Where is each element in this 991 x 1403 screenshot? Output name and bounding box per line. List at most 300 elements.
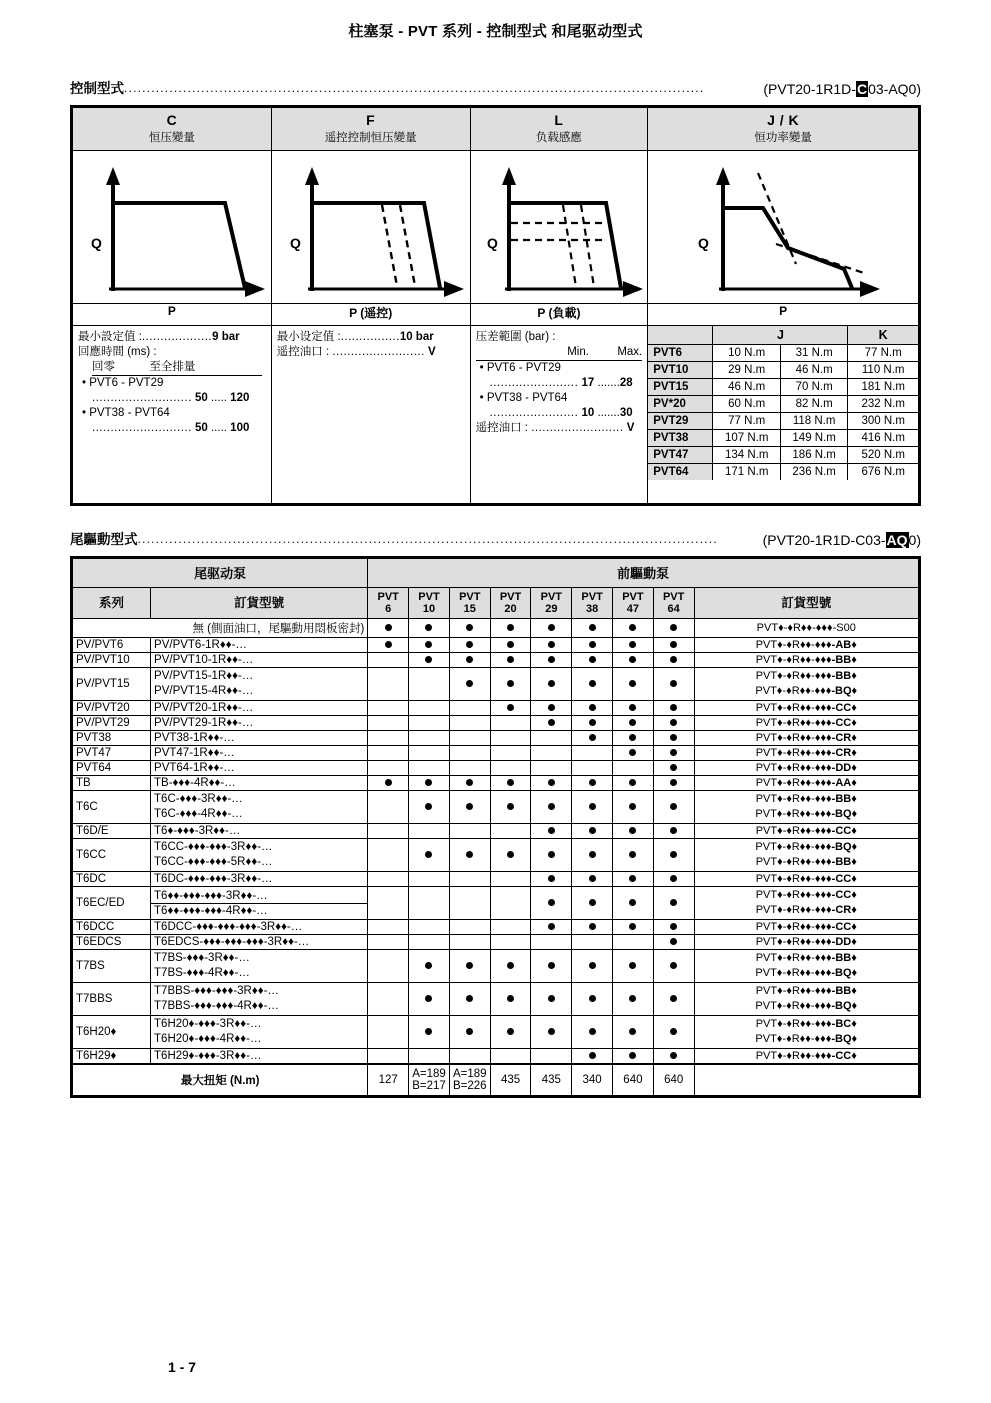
availability-cell bbox=[368, 950, 409, 983]
availability-cell bbox=[613, 731, 654, 746]
section-heading-thrudrive bbox=[70, 528, 921, 548]
jk-torque-table bbox=[648, 326, 918, 480]
row-order-code bbox=[694, 983, 918, 1016]
availability-cell bbox=[572, 638, 613, 653]
availability-cell bbox=[449, 935, 490, 950]
max-torque-order bbox=[694, 1064, 918, 1096]
control-name-jk: 恒功率變量 bbox=[754, 132, 812, 144]
row-model bbox=[151, 824, 368, 839]
table-row bbox=[73, 839, 919, 872]
bullet-dot-icon bbox=[670, 827, 677, 834]
model-code: PV/PVT20-1R♦♦-… bbox=[154, 702, 254, 714]
pvt-size: 10 bbox=[422, 603, 436, 615]
model-code: T6H29♦-♦♦♦-3R♦♦-… bbox=[154, 1050, 262, 1062]
bullet-dot-icon bbox=[629, 719, 636, 726]
max-torque-pvt47 bbox=[613, 1064, 654, 1096]
jk-row bbox=[648, 396, 918, 413]
max-torque-pvt38 bbox=[572, 1064, 613, 1096]
bullet-dot-icon bbox=[548, 923, 555, 930]
availability-cell bbox=[613, 1049, 654, 1065]
jk-k: 110 N.m bbox=[848, 362, 918, 379]
spec-c-b1-values bbox=[78, 391, 266, 406]
graph-cell-l bbox=[470, 151, 648, 304]
availability-cell bbox=[368, 791, 409, 824]
code-suffix: 03-AQ0) bbox=[868, 81, 921, 97]
row-order-code bbox=[694, 824, 918, 839]
jk-j1: 77 N.m bbox=[713, 413, 780, 430]
jk-series: PVT29 bbox=[648, 413, 713, 430]
bullet-dot-icon bbox=[670, 641, 677, 648]
spec-c-h1: 回零 bbox=[92, 361, 115, 373]
bullet-dot-icon bbox=[385, 624, 392, 631]
bullet-dot-icon bbox=[466, 641, 473, 648]
row-order-code bbox=[694, 761, 918, 776]
model-code: T7BBS-♦♦♦-♦♦♦-3R♦♦-… bbox=[154, 985, 279, 997]
jk-header-k: K bbox=[848, 326, 918, 345]
row-series: T6CC bbox=[73, 839, 151, 872]
bullet-dot-icon bbox=[548, 995, 555, 1002]
availability-cell bbox=[490, 1016, 531, 1049]
availability-cell bbox=[572, 935, 613, 950]
jk-j1: 107 N.m bbox=[713, 430, 780, 447]
availability-cell bbox=[368, 983, 409, 1016]
bullet-dot-icon bbox=[670, 962, 677, 969]
bullet-dot-icon bbox=[589, 875, 596, 882]
availability-cell bbox=[613, 619, 654, 638]
col-header-pvt10 bbox=[409, 588, 450, 619]
availability-cell bbox=[531, 638, 572, 653]
availability-cell bbox=[368, 731, 409, 746]
availability-cell bbox=[490, 824, 531, 839]
bullet-dot-icon bbox=[466, 656, 473, 663]
bullet-dot-icon bbox=[466, 803, 473, 810]
bullet-dot-icon bbox=[629, 923, 636, 930]
spec-l-minmax-headers bbox=[476, 345, 643, 361]
row-series: PVT38 bbox=[73, 731, 151, 746]
availability-cell bbox=[531, 1049, 572, 1065]
pvt-size: 15 bbox=[463, 603, 476, 615]
bullet-dot-icon bbox=[670, 938, 677, 945]
order-code: PVT♦-♦R♦♦-♦♦♦-CC♦ bbox=[755, 1050, 857, 1062]
bullet-dot-icon bbox=[466, 1028, 473, 1035]
bullet-dot-icon bbox=[589, 624, 596, 631]
spec-c-min-value: 9 bar bbox=[212, 331, 240, 343]
availability-cell bbox=[490, 950, 531, 983]
availability-cell bbox=[613, 761, 654, 776]
jk-k: 676 N.m bbox=[848, 464, 918, 481]
availability-cell bbox=[368, 716, 409, 731]
spec-l-col-min: Min. bbox=[567, 346, 589, 358]
availability-cell bbox=[653, 950, 694, 983]
availability-cell bbox=[653, 746, 694, 761]
axis-label-q: Q bbox=[289, 235, 301, 251]
model-code: PV/PVT15-1R♦♦-… bbox=[154, 670, 254, 682]
jk-j1: 46 N.m bbox=[713, 379, 780, 396]
spec-l-b1-dots: ........................ bbox=[489, 377, 579, 389]
availability-cell bbox=[449, 761, 490, 776]
jk-header-j: J bbox=[713, 326, 848, 345]
group-header-rear: 尾驱动泵 bbox=[73, 559, 368, 588]
col-header-pvt6 bbox=[368, 588, 409, 619]
model-code: T6H20♦-♦♦♦-4R♦♦-… bbox=[154, 1033, 262, 1045]
availability-cell bbox=[531, 619, 572, 638]
row-order-code bbox=[694, 638, 918, 653]
availability-cell bbox=[613, 1016, 654, 1049]
graph-cell-jk bbox=[648, 151, 919, 304]
availability-cell bbox=[653, 653, 694, 668]
row-order-code bbox=[694, 776, 918, 791]
jk-j1: 10 N.m bbox=[713, 345, 780, 362]
bullet-dot-icon bbox=[589, 734, 596, 741]
availability-cell bbox=[653, 761, 694, 776]
control-col-header-jk bbox=[648, 108, 919, 151]
table-row bbox=[73, 824, 919, 839]
row-model bbox=[151, 776, 368, 791]
col-header-series: 系列 bbox=[73, 588, 151, 619]
availability-cell bbox=[449, 716, 490, 731]
availability-cell bbox=[531, 731, 572, 746]
row-series: PV/PVT15 bbox=[73, 668, 151, 701]
spec-c bbox=[73, 326, 272, 504]
availability-cell bbox=[490, 701, 531, 716]
bullet-dot-icon bbox=[466, 680, 473, 687]
availability-cell bbox=[368, 653, 409, 668]
availability-cell bbox=[653, 638, 694, 653]
bullet-dot-icon bbox=[548, 1028, 555, 1035]
availability-cell bbox=[531, 950, 572, 983]
jk-row bbox=[648, 447, 918, 464]
availability-cell bbox=[368, 824, 409, 839]
availability-cell bbox=[572, 887, 613, 920]
model-code: T6C-♦♦♦-3R♦♦-… bbox=[154, 793, 243, 805]
availability-cell bbox=[531, 1016, 572, 1049]
order-code: PVT♦-♦R♦♦-♦♦♦-BB♦ bbox=[755, 670, 857, 682]
spec-c-b1-v1: 50 bbox=[194, 392, 208, 404]
availability-cell bbox=[653, 935, 694, 950]
jk-j2: 70 N.m bbox=[780, 379, 847, 396]
row-model bbox=[151, 887, 368, 920]
bullet-dot-icon bbox=[466, 962, 473, 969]
graph-l bbox=[471, 151, 661, 303]
jk-row bbox=[648, 413, 918, 430]
row-model bbox=[151, 1016, 368, 1049]
order-code: PVT♦-♦R♦♦-♦♦♦-DD♦ bbox=[755, 762, 857, 774]
spec-c-min-label: 最小設定值 : bbox=[78, 331, 142, 343]
availability-cell bbox=[409, 872, 450, 887]
availability-cell bbox=[653, 839, 694, 872]
spec-l-b2-sep: ....... bbox=[597, 407, 620, 419]
pvt-prefix: PVT bbox=[377, 591, 399, 603]
row-model bbox=[151, 920, 368, 935]
availability-cell bbox=[409, 731, 450, 746]
spec-f-remote-value: V bbox=[427, 346, 436, 358]
availability-cell bbox=[490, 776, 531, 791]
jk-row bbox=[648, 362, 918, 379]
jk-header-row bbox=[648, 326, 918, 345]
order-code: PVT♦-♦R♦♦-♦♦♦-CC♦ bbox=[755, 702, 857, 714]
bullet-dot-icon bbox=[548, 899, 555, 906]
availability-cell bbox=[572, 776, 613, 791]
pvt-prefix: PVT bbox=[459, 591, 481, 603]
spec-l bbox=[470, 326, 648, 504]
bullet-dot-icon bbox=[629, 779, 636, 786]
model-code: T6♦-♦♦♦-3R♦♦-… bbox=[154, 825, 241, 837]
availability-cell bbox=[449, 950, 490, 983]
torque-b: B=226 bbox=[452, 1080, 487, 1092]
spec-l-remote-value: V bbox=[626, 422, 635, 434]
availability-cell bbox=[490, 653, 531, 668]
spec-l-b2-dots: ........................ bbox=[489, 407, 579, 419]
availability-cell bbox=[409, 950, 450, 983]
bullet-dot-icon bbox=[425, 779, 432, 786]
row-model bbox=[151, 872, 368, 887]
bullet-dot-icon bbox=[425, 851, 432, 858]
col-header-pvt64 bbox=[653, 588, 694, 619]
availability-cell bbox=[490, 920, 531, 935]
availability-cell bbox=[653, 1016, 694, 1049]
torque-value: 127 bbox=[378, 1074, 398, 1086]
row-model bbox=[151, 791, 368, 824]
axis-label-q: Q bbox=[698, 235, 710, 251]
row-series: TB bbox=[73, 776, 151, 791]
pvt-size: 6 bbox=[385, 603, 392, 615]
availability-cell bbox=[572, 824, 613, 839]
pvt-prefix: PVT bbox=[540, 591, 563, 603]
availability-cell bbox=[409, 983, 450, 1016]
table-row bbox=[73, 887, 919, 920]
spec-c-b1-v2: 120 bbox=[230, 392, 250, 404]
spec-c-b1-dots: ........................... bbox=[92, 392, 192, 404]
jk-j2: 236 N.m bbox=[780, 464, 847, 481]
order-code: PVT♦-♦R♦♦-♦♦♦-CC♦ bbox=[755, 873, 857, 885]
bullet-dot-icon bbox=[548, 875, 555, 882]
spec-l-b2-v1: 10 bbox=[581, 407, 595, 419]
availability-cell bbox=[572, 619, 613, 638]
bullet-dot-icon bbox=[507, 1028, 514, 1035]
availability-cell bbox=[449, 619, 490, 638]
availability-cell bbox=[449, 653, 490, 668]
control-code-f: F bbox=[366, 112, 376, 128]
availability-cell bbox=[653, 791, 694, 824]
availability-cell bbox=[449, 1016, 490, 1049]
jk-row bbox=[648, 430, 918, 447]
row-order-code bbox=[694, 746, 918, 761]
bullet-dot-icon bbox=[589, 962, 596, 969]
availability-cell bbox=[409, 839, 450, 872]
bullet-dot-icon bbox=[589, 851, 596, 858]
order-code: PVT♦-♦R♦♦-♦♦♦-AB♦ bbox=[755, 639, 857, 651]
row-series: T6EC/ED bbox=[73, 887, 151, 920]
row-order-code bbox=[694, 839, 918, 872]
table-row bbox=[73, 653, 919, 668]
torque-a: A=189 bbox=[452, 1068, 487, 1080]
control-name-c: 恒压變量 bbox=[148, 132, 195, 144]
row-series: T7BS bbox=[73, 950, 151, 983]
control-order-code bbox=[763, 81, 921, 97]
availability-cell bbox=[613, 935, 654, 950]
model-code: T6H20♦-♦♦♦-3R♦♦-… bbox=[154, 1018, 262, 1030]
order-code: PVT♦-♦R♦♦-♦♦♦-BB♦ bbox=[755, 952, 857, 964]
availability-cell bbox=[368, 839, 409, 872]
row-order-code bbox=[694, 731, 918, 746]
availability-cell bbox=[368, 920, 409, 935]
availability-cell bbox=[613, 746, 654, 761]
row-model bbox=[151, 668, 368, 701]
availability-cell bbox=[531, 983, 572, 1016]
model-code: T7BBS-♦♦♦-♦♦♦-4R♦♦-… bbox=[154, 1000, 279, 1012]
row-series: PV/PVT29 bbox=[73, 716, 151, 731]
row-order-code bbox=[694, 701, 918, 716]
jk-row bbox=[648, 464, 918, 481]
control-code-jk: J / K bbox=[767, 112, 800, 128]
graph-cell-f bbox=[271, 151, 470, 304]
order-code: PVT♦-♦R♦♦-♦♦♦-BQ♦ bbox=[755, 1000, 858, 1012]
row-model bbox=[151, 638, 368, 653]
table-row bbox=[73, 716, 919, 731]
availability-cell bbox=[409, 716, 450, 731]
spec-l-b1-v1: 17 bbox=[581, 377, 595, 389]
availability-cell bbox=[449, 1049, 490, 1065]
bullet-dot-icon bbox=[629, 995, 636, 1002]
bullet-dot-icon bbox=[629, 851, 636, 858]
jk-series: PVT6 bbox=[648, 345, 713, 362]
code-prefix: (PVT20-1R1D-C03- bbox=[762, 532, 886, 548]
table-row bbox=[73, 776, 919, 791]
table-row bbox=[73, 1049, 919, 1065]
availability-cell bbox=[449, 839, 490, 872]
pvt-prefix: PVT bbox=[499, 591, 522, 603]
col-header-pvt20 bbox=[490, 588, 531, 619]
row-series: PVT47 bbox=[73, 746, 151, 761]
bullet-dot-icon bbox=[629, 875, 636, 882]
bullet-dot-icon bbox=[629, 656, 636, 663]
table-row bbox=[73, 761, 919, 776]
order-code: PVT♦-♦R♦♦-♦♦♦-BQ♦ bbox=[755, 685, 858, 697]
availability-cell bbox=[613, 653, 654, 668]
control-col-header-l bbox=[470, 108, 648, 151]
bullet-dot-icon bbox=[670, 779, 677, 786]
availability-cell bbox=[531, 776, 572, 791]
row-series: T6DCC bbox=[73, 920, 151, 935]
bullet-dot-icon bbox=[670, 704, 677, 711]
availability-cell bbox=[572, 746, 613, 761]
availability-cell bbox=[613, 638, 654, 653]
row-order-code bbox=[694, 1049, 918, 1065]
control-code-c: C bbox=[166, 112, 178, 128]
spec-f-min-label: 最小设定值 : bbox=[276, 331, 341, 343]
jk-k: 520 N.m bbox=[848, 447, 918, 464]
row-model bbox=[151, 983, 368, 1016]
jk-row bbox=[648, 345, 918, 362]
availability-cell bbox=[368, 776, 409, 791]
order-code: PVT♦-♦R♦♦-♦♦♦-BQ♦ bbox=[755, 967, 858, 979]
availability-cell bbox=[449, 746, 490, 761]
spec-c-subheader-inner bbox=[92, 360, 262, 376]
torque-b: B=217 bbox=[412, 1080, 446, 1092]
availability-cell bbox=[409, 1016, 450, 1049]
max-torque-pvt10 bbox=[409, 1064, 450, 1096]
bullet-dot-icon bbox=[425, 962, 432, 969]
xaxis-jk: P bbox=[648, 304, 919, 326]
availability-cell bbox=[490, 791, 531, 824]
row-series: T6DC bbox=[73, 872, 151, 887]
spec-l-b1: • PVT6 - PVT29 bbox=[479, 362, 561, 374]
availability-cell bbox=[368, 701, 409, 716]
jk-header-blank bbox=[648, 326, 713, 345]
order-code: PVT♦-♦R♦♦-♦♦♦-BC♦ bbox=[755, 1018, 857, 1030]
availability-cell bbox=[490, 668, 531, 701]
spec-l-title: 压差範圍 (bar) : bbox=[475, 331, 556, 343]
availability-cell bbox=[490, 872, 531, 887]
bullet-dot-icon bbox=[670, 624, 677, 631]
bullet-dot-icon bbox=[548, 719, 555, 726]
jk-j2: 82 N.m bbox=[780, 396, 847, 413]
availability-cell bbox=[490, 935, 531, 950]
availability-cell bbox=[531, 746, 572, 761]
control-types-table bbox=[70, 105, 921, 506]
bullet-dot-icon bbox=[589, 1052, 596, 1059]
bullet-dot-icon bbox=[466, 624, 473, 631]
availability-cell bbox=[490, 983, 531, 1016]
availability-cell bbox=[368, 1016, 409, 1049]
thrudrive-order-code bbox=[763, 532, 921, 548]
row-series: PV/PVT10 bbox=[73, 653, 151, 668]
bullet-dot-icon bbox=[425, 1028, 432, 1035]
availability-cell bbox=[409, 638, 450, 653]
row-model bbox=[151, 1049, 368, 1065]
axis-label-q: Q bbox=[486, 235, 498, 251]
jk-row bbox=[648, 379, 918, 396]
spec-f bbox=[271, 326, 470, 504]
jk-j2: 46 N.m bbox=[780, 362, 847, 379]
availability-cell bbox=[613, 776, 654, 791]
availability-cell bbox=[531, 920, 572, 935]
spec-c-b2-dots: ........................... bbox=[92, 422, 192, 434]
torque-value: 640 bbox=[623, 1074, 643, 1086]
availability-cell bbox=[409, 791, 450, 824]
spec-l-b2-values bbox=[476, 406, 643, 421]
spec-l-remote-port bbox=[476, 421, 643, 436]
model-code: T7BS-♦♦♦-4R♦♦-… bbox=[154, 967, 250, 979]
availability-cell bbox=[613, 668, 654, 701]
availability-cell bbox=[653, 776, 694, 791]
availability-cell bbox=[613, 701, 654, 716]
order-code: PVT♦-♦R♦♦-♦♦♦-BB♦ bbox=[755, 793, 857, 805]
availability-cell bbox=[409, 776, 450, 791]
jk-k: 232 N.m bbox=[848, 396, 918, 413]
spec-l-remote-dots: ......................... bbox=[531, 422, 624, 434]
availability-cell bbox=[653, 887, 694, 920]
model-code: T6CC-♦♦♦-♦♦♦-5R♦♦-… bbox=[154, 856, 273, 868]
availability-cell bbox=[368, 668, 409, 701]
bullet-dot-icon bbox=[425, 803, 432, 810]
row-order-code bbox=[694, 872, 918, 887]
availability-cell bbox=[409, 619, 450, 638]
availability-cell bbox=[613, 791, 654, 824]
bullet-dot-icon bbox=[548, 779, 555, 786]
max-torque-pvt15 bbox=[449, 1064, 490, 1096]
availability-cell bbox=[531, 872, 572, 887]
row-model bbox=[151, 839, 368, 872]
availability-cell bbox=[572, 716, 613, 731]
availability-cell bbox=[409, 887, 450, 920]
availability-cell bbox=[653, 920, 694, 935]
table-row bbox=[73, 935, 919, 950]
jk-j1: 60 N.m bbox=[713, 396, 780, 413]
pvt-prefix: PVT bbox=[662, 591, 685, 603]
max-torque-pvt6 bbox=[368, 1064, 409, 1096]
row-series: T6EDCS bbox=[73, 935, 151, 950]
